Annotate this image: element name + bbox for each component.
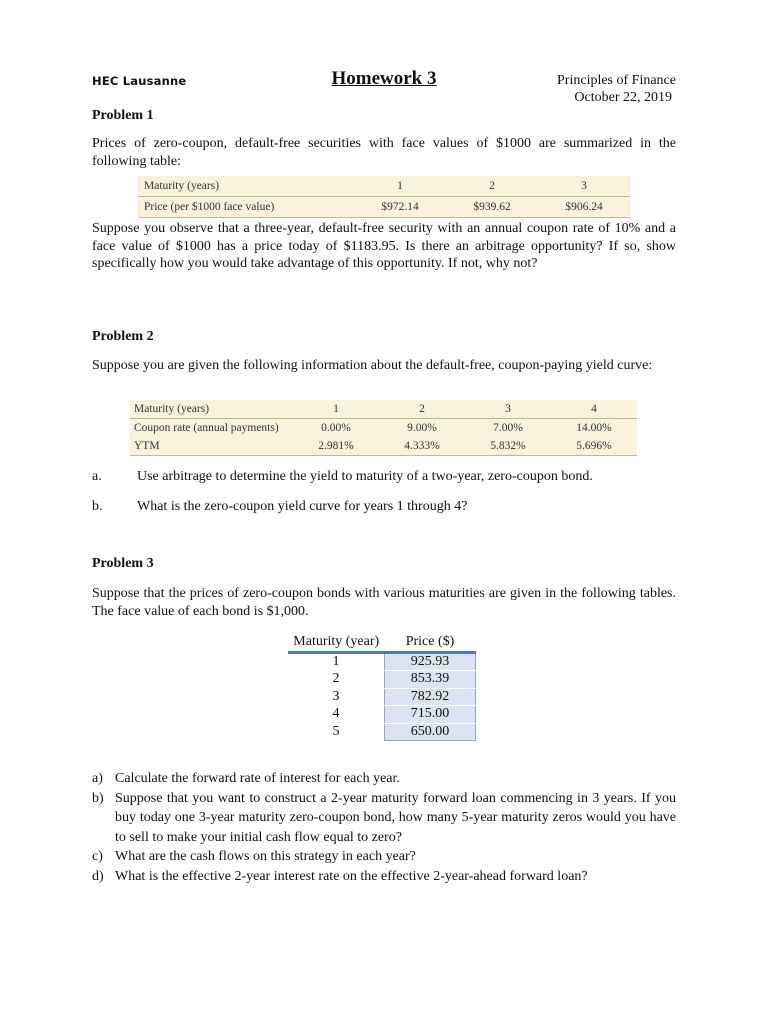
problem2-intro: Suppose you are given the following information about the default-free, coupon-paying yield curve:: [92, 358, 653, 373]
problem1-heading: Problem 1: [92, 108, 154, 123]
ytm-cell: 5.832%: [465, 437, 551, 456]
table-row: [138, 176, 630, 197]
list-item: [92, 847, 676, 867]
maturity-cell: 3: [332, 688, 340, 704]
price-cell: $939.62: [446, 197, 538, 218]
maturity-cell: 4: [332, 706, 340, 721]
list-item: [92, 769, 676, 789]
row-label: Coupon rate (annual payments): [134, 422, 279, 434]
question-text: Calculate the forward rate of interest for each year.: [115, 771, 400, 786]
question-label: a.: [92, 469, 102, 484]
table-row: [130, 419, 637, 438]
ytm-cell: 5.696%: [551, 437, 637, 456]
price-cell: 650.00: [385, 723, 476, 741]
list-item: [92, 867, 676, 887]
price-cell: $906.24: [538, 197, 630, 218]
course-info: [557, 72, 676, 106]
question-text: What is the effective 2-year interest rate on the effective 2-year-ahead forward loan?: [115, 868, 588, 884]
maturity-cell: 1: [354, 176, 446, 197]
table-row: [130, 400, 637, 419]
problem1-intro: Prices of zero-coupon, default-free securities with face values of $1000 are summarized in the following table:: [92, 136, 676, 169]
ytm-cell: 2.981%: [293, 437, 379, 456]
table-row: [288, 671, 476, 689]
row-label: Maturity (years): [138, 176, 354, 197]
maturity-cell: 1: [293, 400, 379, 419]
problem3-intro: Suppose that the prices of zero-coupon bonds with various maturities are given in the following tables. The face value of each bond is $1,000.: [92, 586, 676, 619]
maturity-cell: 2: [446, 176, 538, 197]
problem1-question: Suppose you observe that a three-year, default-free security with an annual coupon rate of 10% and a face value of $1000 has a price today of $1183.95. Is there an arbitrage opportunity? If so, show specifically how you would take advantage of this opportunity. If not, why not?: [92, 221, 676, 271]
table-row: [130, 437, 637, 456]
row-label: Maturity (years): [130, 400, 293, 419]
coupon-cell: 14.00%: [576, 422, 612, 434]
problem3-bond-table: [288, 634, 476, 741]
question-text: What is the zero-coupon yield curve for years 1 through 4?: [137, 499, 468, 514]
problem2-heading: Problem 2: [92, 329, 154, 344]
table-row: [288, 688, 476, 706]
coupon-cell: 9.00%: [407, 422, 437, 434]
question-text: Use arbitrage to determine the yield to maturity of a two-year, zero-coupon bond.: [137, 469, 593, 484]
question-label: c): [92, 849, 103, 864]
table-row: [288, 723, 476, 741]
ytm-cell: 4.333%: [379, 437, 465, 456]
problem3-heading: Problem 3: [92, 556, 154, 571]
table-row: [138, 197, 630, 218]
row-label: Price (per $1000 face value): [138, 197, 354, 218]
coupon-cell: 7.00%: [493, 422, 523, 434]
problem1-price-table: [138, 176, 630, 218]
table-row: [288, 706, 476, 724]
title-text: Homework 3: [331, 68, 437, 89]
price-cell: 715.00: [385, 706, 476, 724]
institution-name: HEC Lausanne: [92, 74, 187, 88]
column-header: Maturity (year): [288, 634, 385, 652]
table-row: [288, 652, 476, 671]
problem2-yield-table: [130, 400, 637, 456]
course-name: Principles of Finance: [557, 73, 676, 88]
price-cell: 853.39: [385, 671, 476, 689]
question-text: What are the cash flows on this strategy in each year?: [115, 849, 416, 864]
coupon-cell: 0.00%: [321, 422, 351, 434]
price-cell: 782.92: [385, 688, 476, 706]
question-text: Suppose that you want to construct a 2-year maturity forward loan commencing in 3 years. If you buy today one 3-year maturity zero-coupon bond, how many 5-year maturity zeros would you have to sell to make your initial cash flow equal to zero?: [115, 790, 676, 845]
maturity-cell: 3: [465, 400, 551, 419]
question-label: b): [92, 790, 104, 806]
question-label: b.: [92, 499, 103, 514]
question-label: d): [92, 868, 104, 884]
maturity-cell: 2: [379, 400, 465, 419]
problem3-questions: [92, 769, 676, 886]
list-item: [92, 789, 676, 848]
table-header-row: [288, 634, 476, 652]
maturity-cell: 1: [332, 653, 340, 669]
maturity-cell: 5: [332, 723, 340, 739]
maturity-cell: 4: [551, 400, 637, 419]
course-date: October 22, 2019: [574, 90, 672, 105]
price-cell: $972.14: [354, 197, 446, 218]
question-label: a): [92, 771, 103, 786]
row-label: YTM: [130, 437, 293, 456]
maturity-cell: 3: [538, 176, 630, 197]
maturity-cell: 2: [332, 671, 340, 686]
price-cell: 925.93: [385, 652, 476, 671]
column-header: Price ($): [385, 634, 476, 652]
